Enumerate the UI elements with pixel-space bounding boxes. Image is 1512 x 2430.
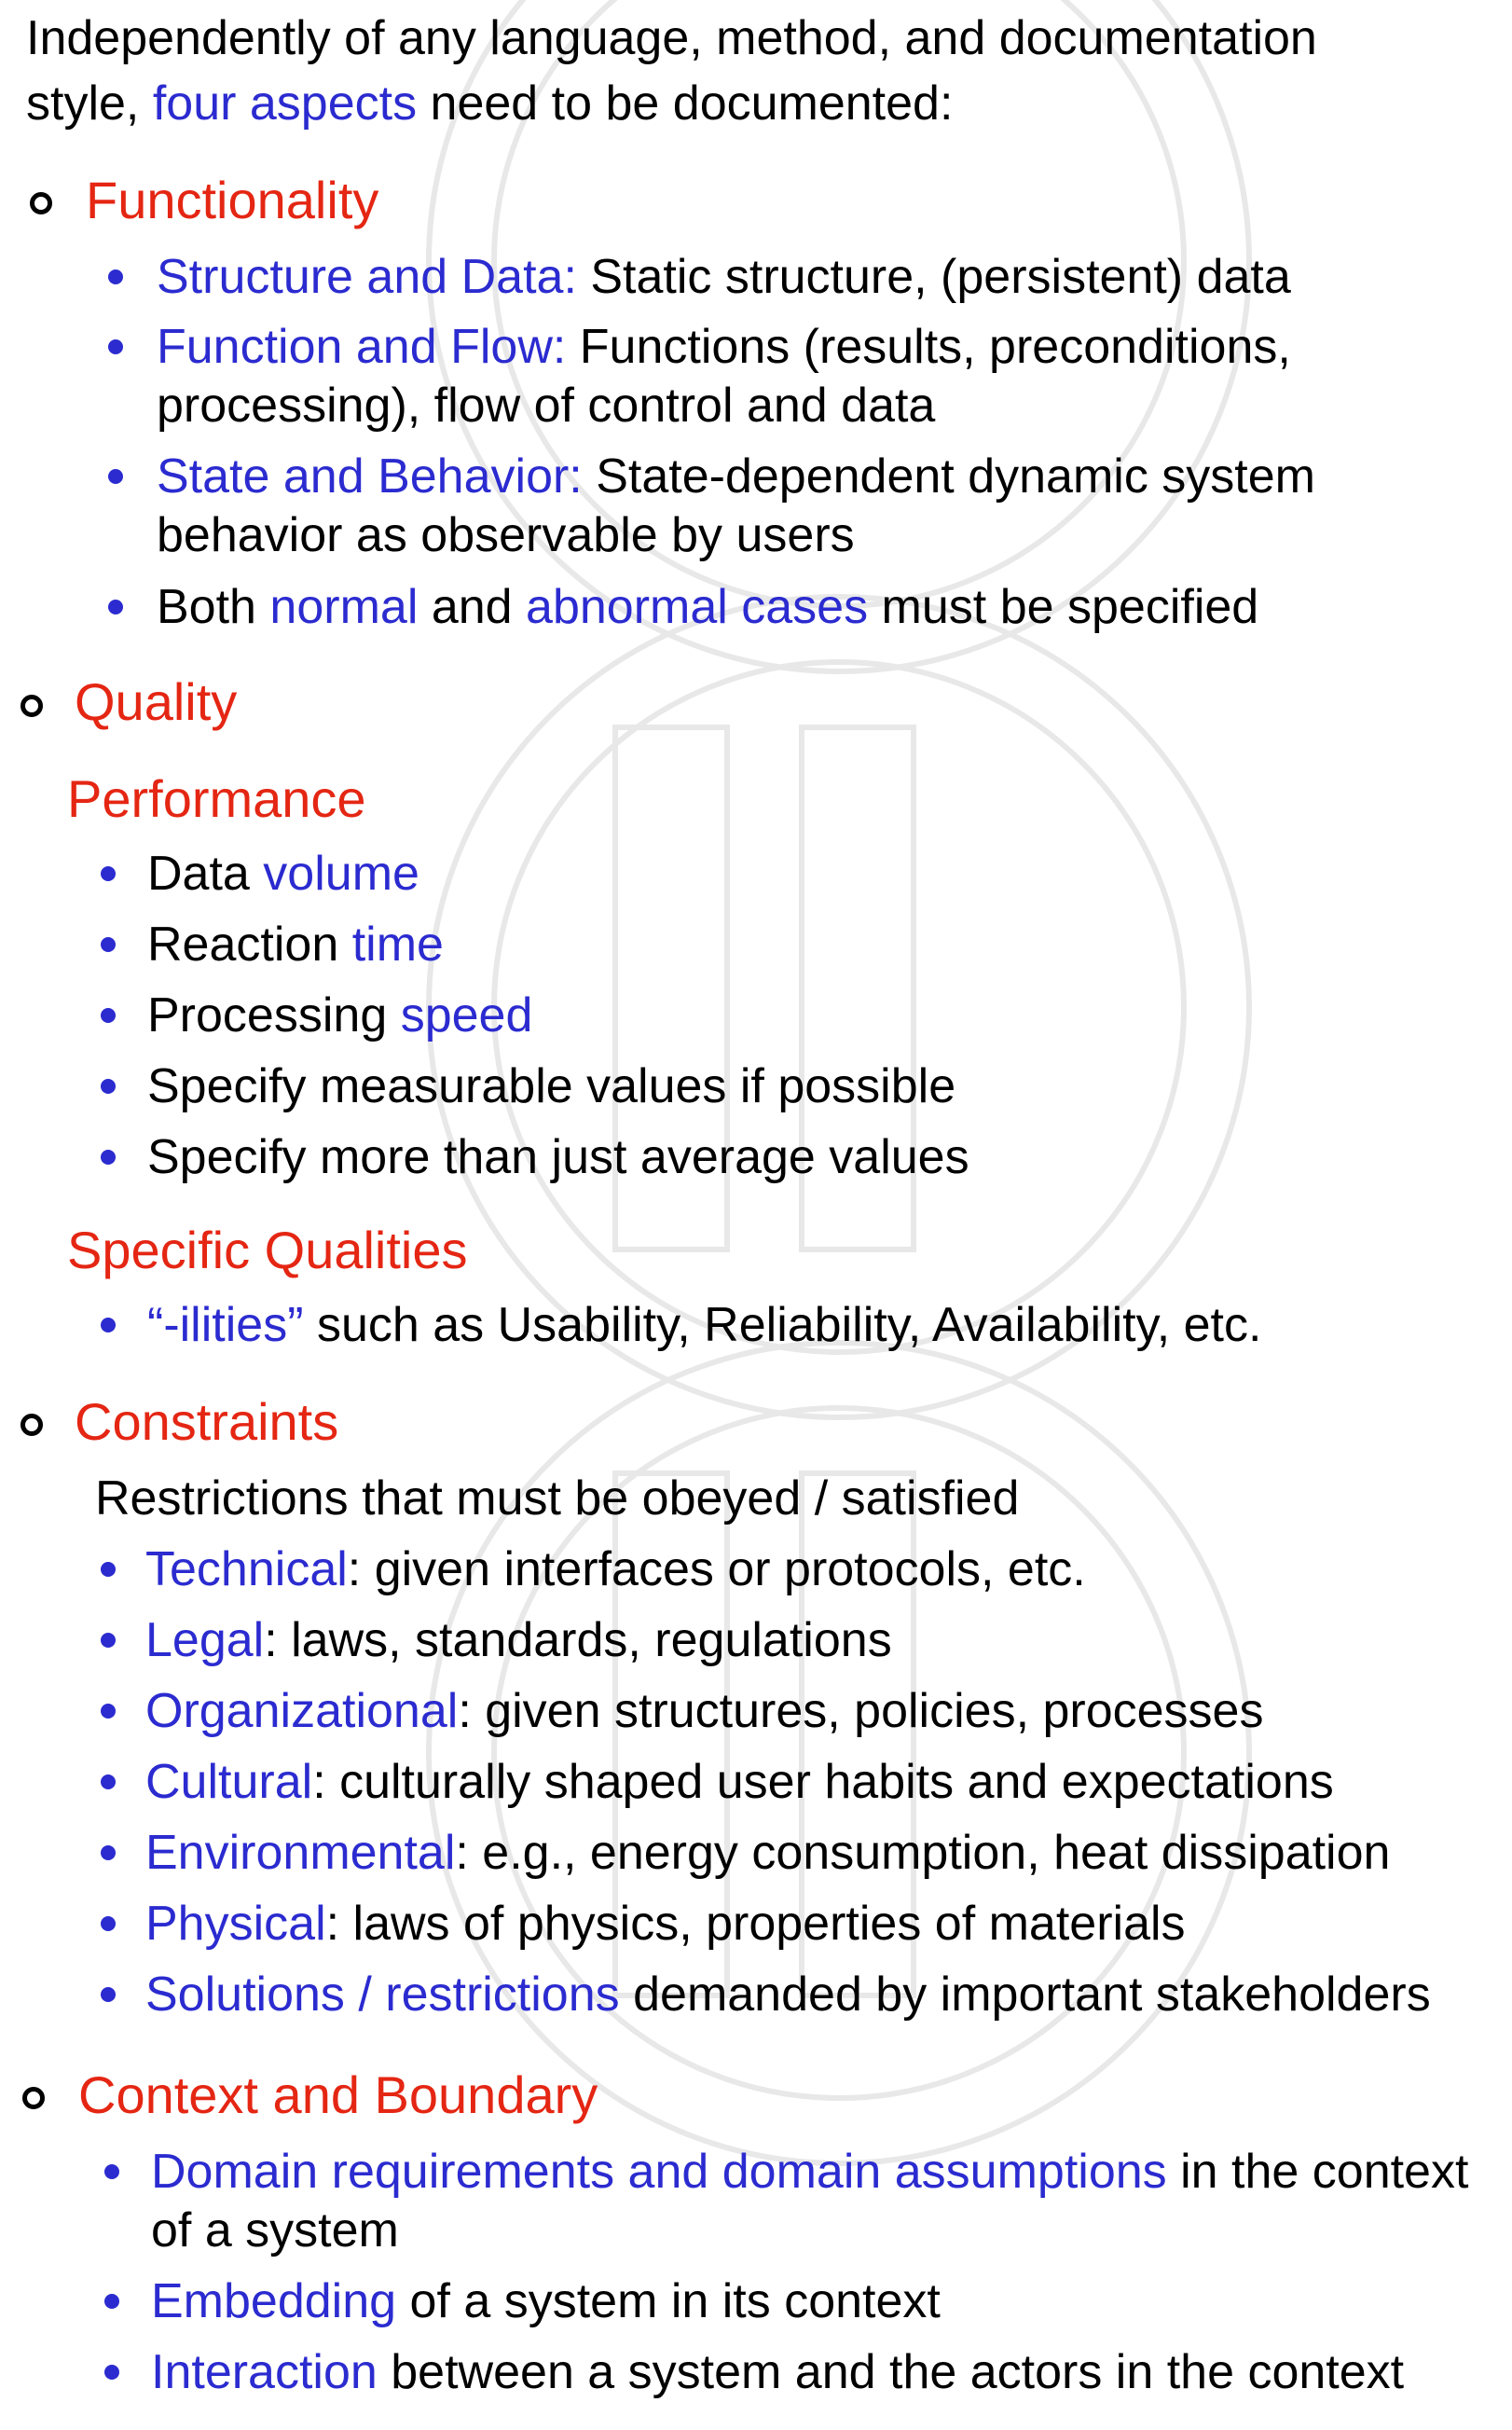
intro-line-1: Independently of any language, method, and documentation bbox=[26, 11, 1317, 65]
context-item: Embedding of a system in its context bbox=[151, 2274, 941, 2328]
performance-item: Specify more than just average values bbox=[147, 1130, 969, 1184]
functionality-item-continued: behavior as observable by users bbox=[157, 508, 855, 562]
performance-item: Reaction time bbox=[147, 918, 444, 972]
functionality-item: State and Behavior: State-dependent dynamic system bbox=[157, 449, 1315, 504]
performance-subheading: Performance bbox=[67, 769, 366, 828]
dot-bullet-icon bbox=[101, 1916, 116, 1931]
context-boundary-heading: Context and Boundary bbox=[78, 2065, 598, 2124]
constraint-item: Legal: laws, standards, regulations bbox=[145, 1613, 892, 1667]
dot-bullet-icon bbox=[101, 937, 116, 952]
constraint-item: Technical: given interfaces or protocols, etc. bbox=[145, 1542, 1086, 1596]
dot-bullet-icon bbox=[104, 2164, 119, 2179]
dot-bullet-icon bbox=[108, 269, 123, 284]
context-item-continued: of a system bbox=[151, 2203, 399, 2257]
functionality-item-cases: Both normal and abnormal cases must be specified bbox=[157, 580, 1259, 634]
quality-heading: Quality bbox=[75, 672, 238, 731]
hollow-bullet-icon bbox=[30, 192, 52, 214]
hollow-bullet-icon bbox=[22, 2087, 45, 2109]
functionality-heading: Functionality bbox=[86, 171, 379, 229]
dot-bullet-icon bbox=[108, 339, 123, 354]
context-item: Interaction between a system and the actors in the context bbox=[151, 2345, 1405, 2399]
context-item: Domain requirements and domain assumptions in the context bbox=[151, 2145, 1469, 2199]
constraint-item: Solutions / restrictions demanded by important stakeholders bbox=[145, 1967, 1431, 2022]
dot-bullet-icon bbox=[101, 866, 116, 881]
constraints-heading: Constraints bbox=[75, 1392, 339, 1451]
dot-bullet-icon bbox=[101, 1079, 116, 1094]
constraints-intro: Restrictions that must be obeyed / satisfied bbox=[95, 1471, 1020, 1526]
constraint-item: Organizational: given structures, policies, processes bbox=[145, 1684, 1264, 1738]
dot-bullet-icon bbox=[101, 1150, 116, 1165]
constraint-item: Physical: laws of physics, properties of materials bbox=[145, 1897, 1186, 1951]
constraint-item: Environmental: e.g., energy consumption, heat dissipation bbox=[145, 1826, 1391, 1880]
dot-bullet-icon bbox=[101, 1633, 116, 1648]
dot-bullet-icon bbox=[101, 1774, 116, 1789]
intro-line-2: style, four aspects need to be documented: bbox=[26, 76, 954, 131]
dot-bullet-icon bbox=[101, 1008, 116, 1023]
performance-item: Processing speed bbox=[147, 988, 533, 1042]
dot-bullet-icon bbox=[101, 1845, 116, 1860]
dot-bullet-icon bbox=[108, 600, 123, 614]
dot-bullet-icon bbox=[104, 2365, 119, 2380]
specific-qualities-item: “-ilities” such as Usability, Reliability, Availability, etc. bbox=[147, 1298, 1262, 1352]
dot-bullet-icon bbox=[101, 1562, 116, 1577]
functionality-item-continued: processing), flow of control and data bbox=[157, 379, 936, 433]
dot-bullet-icon bbox=[101, 1704, 116, 1719]
dot-bullet-icon bbox=[104, 2294, 119, 2309]
dot-bullet-icon bbox=[101, 1318, 116, 1332]
hollow-bullet-icon bbox=[21, 1414, 43, 1436]
dot-bullet-icon bbox=[101, 1987, 116, 2002]
constraint-item: Cultural: culturally shaped user habits and expectations bbox=[145, 1755, 1334, 1809]
hollow-bullet-icon bbox=[21, 695, 43, 717]
dot-bullet-icon bbox=[108, 469, 123, 484]
performance-item: Specify measurable values if possible bbox=[147, 1059, 956, 1113]
functionality-item: Structure and Data: Static structure, (persistent) data bbox=[157, 250, 1291, 304]
four-aspects-highlight: four aspects bbox=[152, 76, 418, 131]
performance-item: Data volume bbox=[147, 847, 419, 901]
functionality-item: Function and Flow: Functions (results, preconditions, bbox=[157, 320, 1291, 374]
specific-qualities-subheading: Specific Qualities bbox=[67, 1221, 468, 1279]
